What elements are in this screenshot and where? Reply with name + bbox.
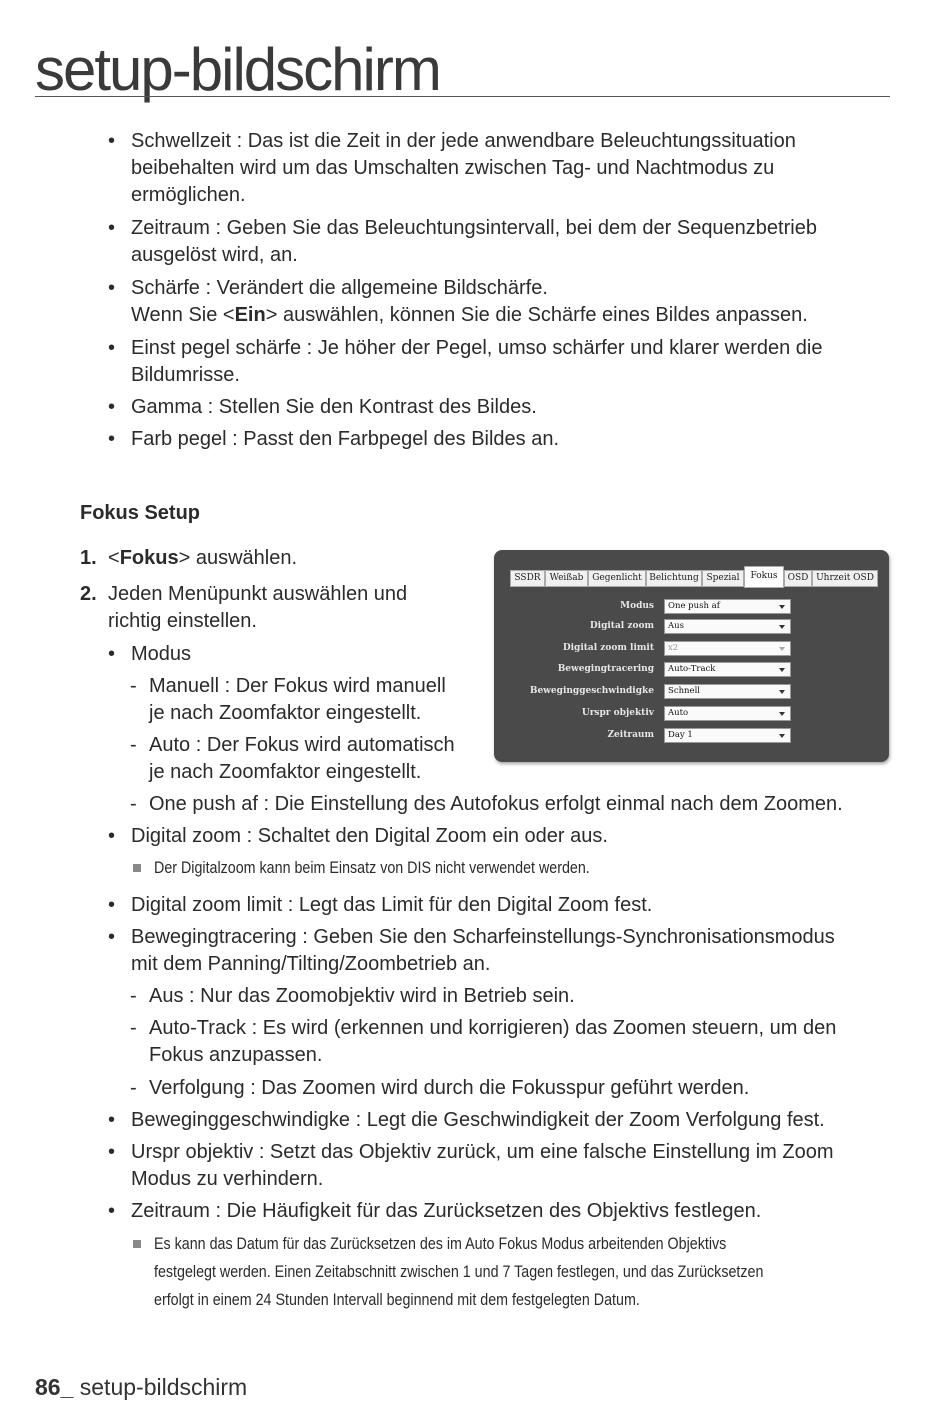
dash-marker: - <box>130 793 137 815</box>
dash-marker: - <box>130 734 137 756</box>
select-value: Schnell <box>668 686 700 696</box>
list-item-line: Gamma : Stellen Sie den Kontrast des Bildes. <box>131 396 537 418</box>
focus-settings-panel <box>494 550 889 762</box>
chevron-down-icon <box>779 734 785 738</box>
step-line: Jeden Menüpunkt auswählen und <box>108 583 408 605</box>
section-heading: Fokus Setup <box>80 502 201 524</box>
chevron-down-icon <box>779 605 785 609</box>
dash-marker: - <box>130 675 137 697</box>
dash-marker: - <box>130 1077 137 1099</box>
sub-item-line: je nach Zoomfaktor eingestellt. <box>149 761 422 783</box>
list-item-digital-zoom: Digital zoom : Schaltet den Digital Zoom ein oder aus. <box>131 825 608 847</box>
beweginggeschwindigke-select[interactable] <box>664 684 791 699</box>
field-label-modus: Modus <box>620 601 654 611</box>
sub-item-line: je nach Zoomfaktor eingestellt. <box>149 702 422 724</box>
note-line: festgelegt werden. Einen Zeitabschnitt zwischen 1 und 7 Tagen festlegen, und das Zurücksetzen <box>154 1262 764 1281</box>
bullet-dot: • <box>108 130 116 152</box>
sub-item-line: Fokus anzupassen. <box>149 1044 323 1066</box>
dash-marker: - <box>130 1017 137 1039</box>
list-item-gamma <box>131 394 537 421</box>
note-marker <box>133 1240 141 1248</box>
tab-gegenlicht[interactable]: Gegenlicht <box>588 570 646 587</box>
list-item-line: Zeitraum : Geben Sie das Beleuchtungsintervall, bei dem der Sequenzbetrieb <box>131 217 817 239</box>
select-value: Aus <box>668 621 684 631</box>
bullet-dot: • <box>108 643 116 665</box>
digital-zoom-select[interactable] <box>664 619 791 634</box>
step-line: richtig einstellen. <box>108 610 257 632</box>
list-item-line <box>131 302 808 329</box>
list-item-farb-pegel <box>131 426 559 453</box>
page-footer <box>35 1374 247 1401</box>
tab-uhrzeit-osd[interactable]: Uhrzeit OSD <box>812 570 878 587</box>
sub-item-line: Auto : Der Fokus wird automatisch <box>149 734 455 756</box>
sub-item-line: Manuell : Der Fokus wird manuell <box>149 675 446 697</box>
field-label-digital-zoom: Digital zoom <box>589 621 654 631</box>
bullet-dot: • <box>108 217 116 239</box>
text-span: Wenn Sie < <box>131 304 235 326</box>
bold-term: Fokus <box>119 547 179 569</box>
urspr-objektiv-select[interactable] <box>664 706 791 721</box>
field-label-digital-zoom-limit: Digital zoom limit <box>562 643 654 653</box>
text-span: > auswählen. <box>178 547 298 569</box>
dash-marker: - <box>130 985 137 1007</box>
step-number: 2. <box>80 583 97 605</box>
bullet-dot: • <box>108 428 116 450</box>
list-item-line: Farb pegel : Passt den Farbpegel des Bildes an. <box>131 428 560 450</box>
text-span: < <box>108 547 120 569</box>
bullet-dot: • <box>108 396 116 418</box>
list-item-zeitraum <box>131 215 817 269</box>
note-marker <box>133 864 141 872</box>
list-item-zeitraum-focus: Zeitraum : Die Häufigkeit für das Zurücksetzen des Objektivs festlegen. <box>131 1200 762 1222</box>
note-digital-zoom: Der Digitalzoom kann beim Einsatz von DIS nicht verwendet werden. <box>154 858 590 877</box>
bullet-dot: • <box>108 337 116 359</box>
step-number: 1. <box>80 547 97 569</box>
bullet-dot: • <box>108 926 116 948</box>
sub-item-line: Auto-Track : Es wird (erkennen und korrigieren) das Zoomen steuern, um den <box>149 1017 837 1039</box>
list-item-line: beibehalten wird um das Umschalten zwischen Tag- und Nachtmodus zu <box>131 157 775 179</box>
bullet-dot: • <box>108 894 116 916</box>
step-1 <box>108 545 297 572</box>
sub-item-verfolgung: Verfolgung : Das Zoomen wird durch die Fokusspur geführt werden. <box>149 1077 750 1099</box>
footer-label: setup-bildschirm <box>73 1374 248 1400</box>
title-divider <box>35 96 890 97</box>
list-item-line: Einst pegel schärfe : Je höher der Pegel, umso schärfer und klarer werden die <box>131 337 823 359</box>
bullet-dot: • <box>108 825 116 847</box>
bewegingtracering-select[interactable] <box>664 662 791 677</box>
list-item-line: ausgelöst wird, an. <box>131 244 298 266</box>
select-value: x2 <box>668 643 679 653</box>
text-span: > auswählen, können Sie die Schärfe eines Bildes anpassen. <box>265 304 808 326</box>
list-item-line: Schwellzeit : Das ist die Zeit in der jede anwendbare Beleuchtungssituation <box>131 130 796 152</box>
field-label-zeitraum: Zeitraum <box>607 730 654 740</box>
list-item-line: ermöglichen. <box>131 184 246 206</box>
page-title: setup-bildschirm <box>35 36 440 103</box>
select-value: Auto-Track <box>668 664 716 674</box>
sub-item-manuell <box>149 673 446 727</box>
note-zeitraum <box>154 1230 763 1314</box>
tab-fokus[interactable]: Fokus <box>744 566 784 588</box>
list-item-line: Schärfe : Verändert die allgemeine Bildschärfe. <box>131 277 548 299</box>
tab-ssdr[interactable]: SSDR <box>510 570 545 587</box>
list-item-modus: Modus <box>131 643 192 665</box>
list-item-line: Modus zu verhindern. <box>131 1168 324 1190</box>
field-label-bewegingtracering: Bewegingtracering <box>557 664 654 674</box>
tab-belichtung[interactable]: Belichtung <box>646 570 702 587</box>
list-item-urspr-objektiv <box>131 1139 834 1193</box>
chevron-down-icon <box>779 668 785 672</box>
list-item-line: mit dem Panning/Tilting/Zoombetrieb an. <box>131 953 491 975</box>
list-item-digital-zoom-limit: Digital zoom limit : Legt das Limit für den Digital Zoom fest. <box>131 894 653 916</box>
tab-spezial[interactable]: Spezial <box>702 570 744 587</box>
tab-osd[interactable]: OSD <box>784 570 812 587</box>
sub-item-auto <box>149 732 455 786</box>
digital-zoom-limit-select[interactable] <box>664 641 791 656</box>
chevron-down-icon <box>779 647 785 651</box>
list-item-schaerfe <box>131 275 808 329</box>
chevron-down-icon <box>779 712 785 716</box>
sub-item-onepush: One push af : Die Einstellung des Autofokus erfolgt einmal nach dem Zoomen. <box>149 793 843 815</box>
chevron-down-icon <box>779 625 785 629</box>
bold-term: Ein <box>234 304 266 326</box>
list-item-line: Bildumrisse. <box>131 364 240 386</box>
page-number: 86_ <box>35 1374 74 1400</box>
zeitraum-select[interactable] <box>664 728 791 743</box>
select-value: Day 1 <box>668 730 693 740</box>
bullet-dot: • <box>108 1141 116 1163</box>
note-line: Es kann das Datum für das Zurücksetzen des im Auto Fokus Modus arbeitenden Objektivs <box>154 1234 727 1253</box>
list-item-beweginggeschwindigke: Beweginggeschwindigke : Legt die Geschwindigkeit der Zoom Verfolgung fest. <box>131 1109 825 1131</box>
select-value: One push af <box>668 601 720 611</box>
bullet-dot: • <box>108 1200 116 1222</box>
list-item-bewegingtracering <box>131 924 835 978</box>
tab-weissab[interactable]: Weißab <box>545 570 588 587</box>
step-2 <box>108 581 407 635</box>
bullet-dot: • <box>108 277 116 299</box>
list-item-line: Bewegingtracering : Geben Sie den Scharfeinstellungs-Synchronisationsmodus <box>131 926 835 948</box>
sub-item-auto-track <box>149 1015 836 1069</box>
modus-select[interactable] <box>664 599 791 614</box>
note-line: erfolgt in einem 24 Stunden Intervall beginnend mit dem festgelegten Datum. <box>154 1290 640 1309</box>
sub-item-aus: Aus : Nur das Zoomobjektiv wird in Betrieb sein. <box>149 985 575 1007</box>
field-label-beweginggeschwindigke: Beweginggeschwindigke <box>529 686 654 696</box>
list-item-line: Urspr objektiv : Setzt das Objektiv zurück, um eine falsche Einstellung im Zoom <box>131 1141 834 1163</box>
field-label-urspr-objektiv: Urspr objektiv <box>581 708 654 718</box>
list-item-einst-pegel <box>131 335 822 389</box>
list-item-schwellzeit <box>131 128 796 209</box>
chevron-down-icon <box>779 690 785 694</box>
bullet-dot: • <box>108 1109 116 1131</box>
select-value: Auto <box>668 708 689 718</box>
